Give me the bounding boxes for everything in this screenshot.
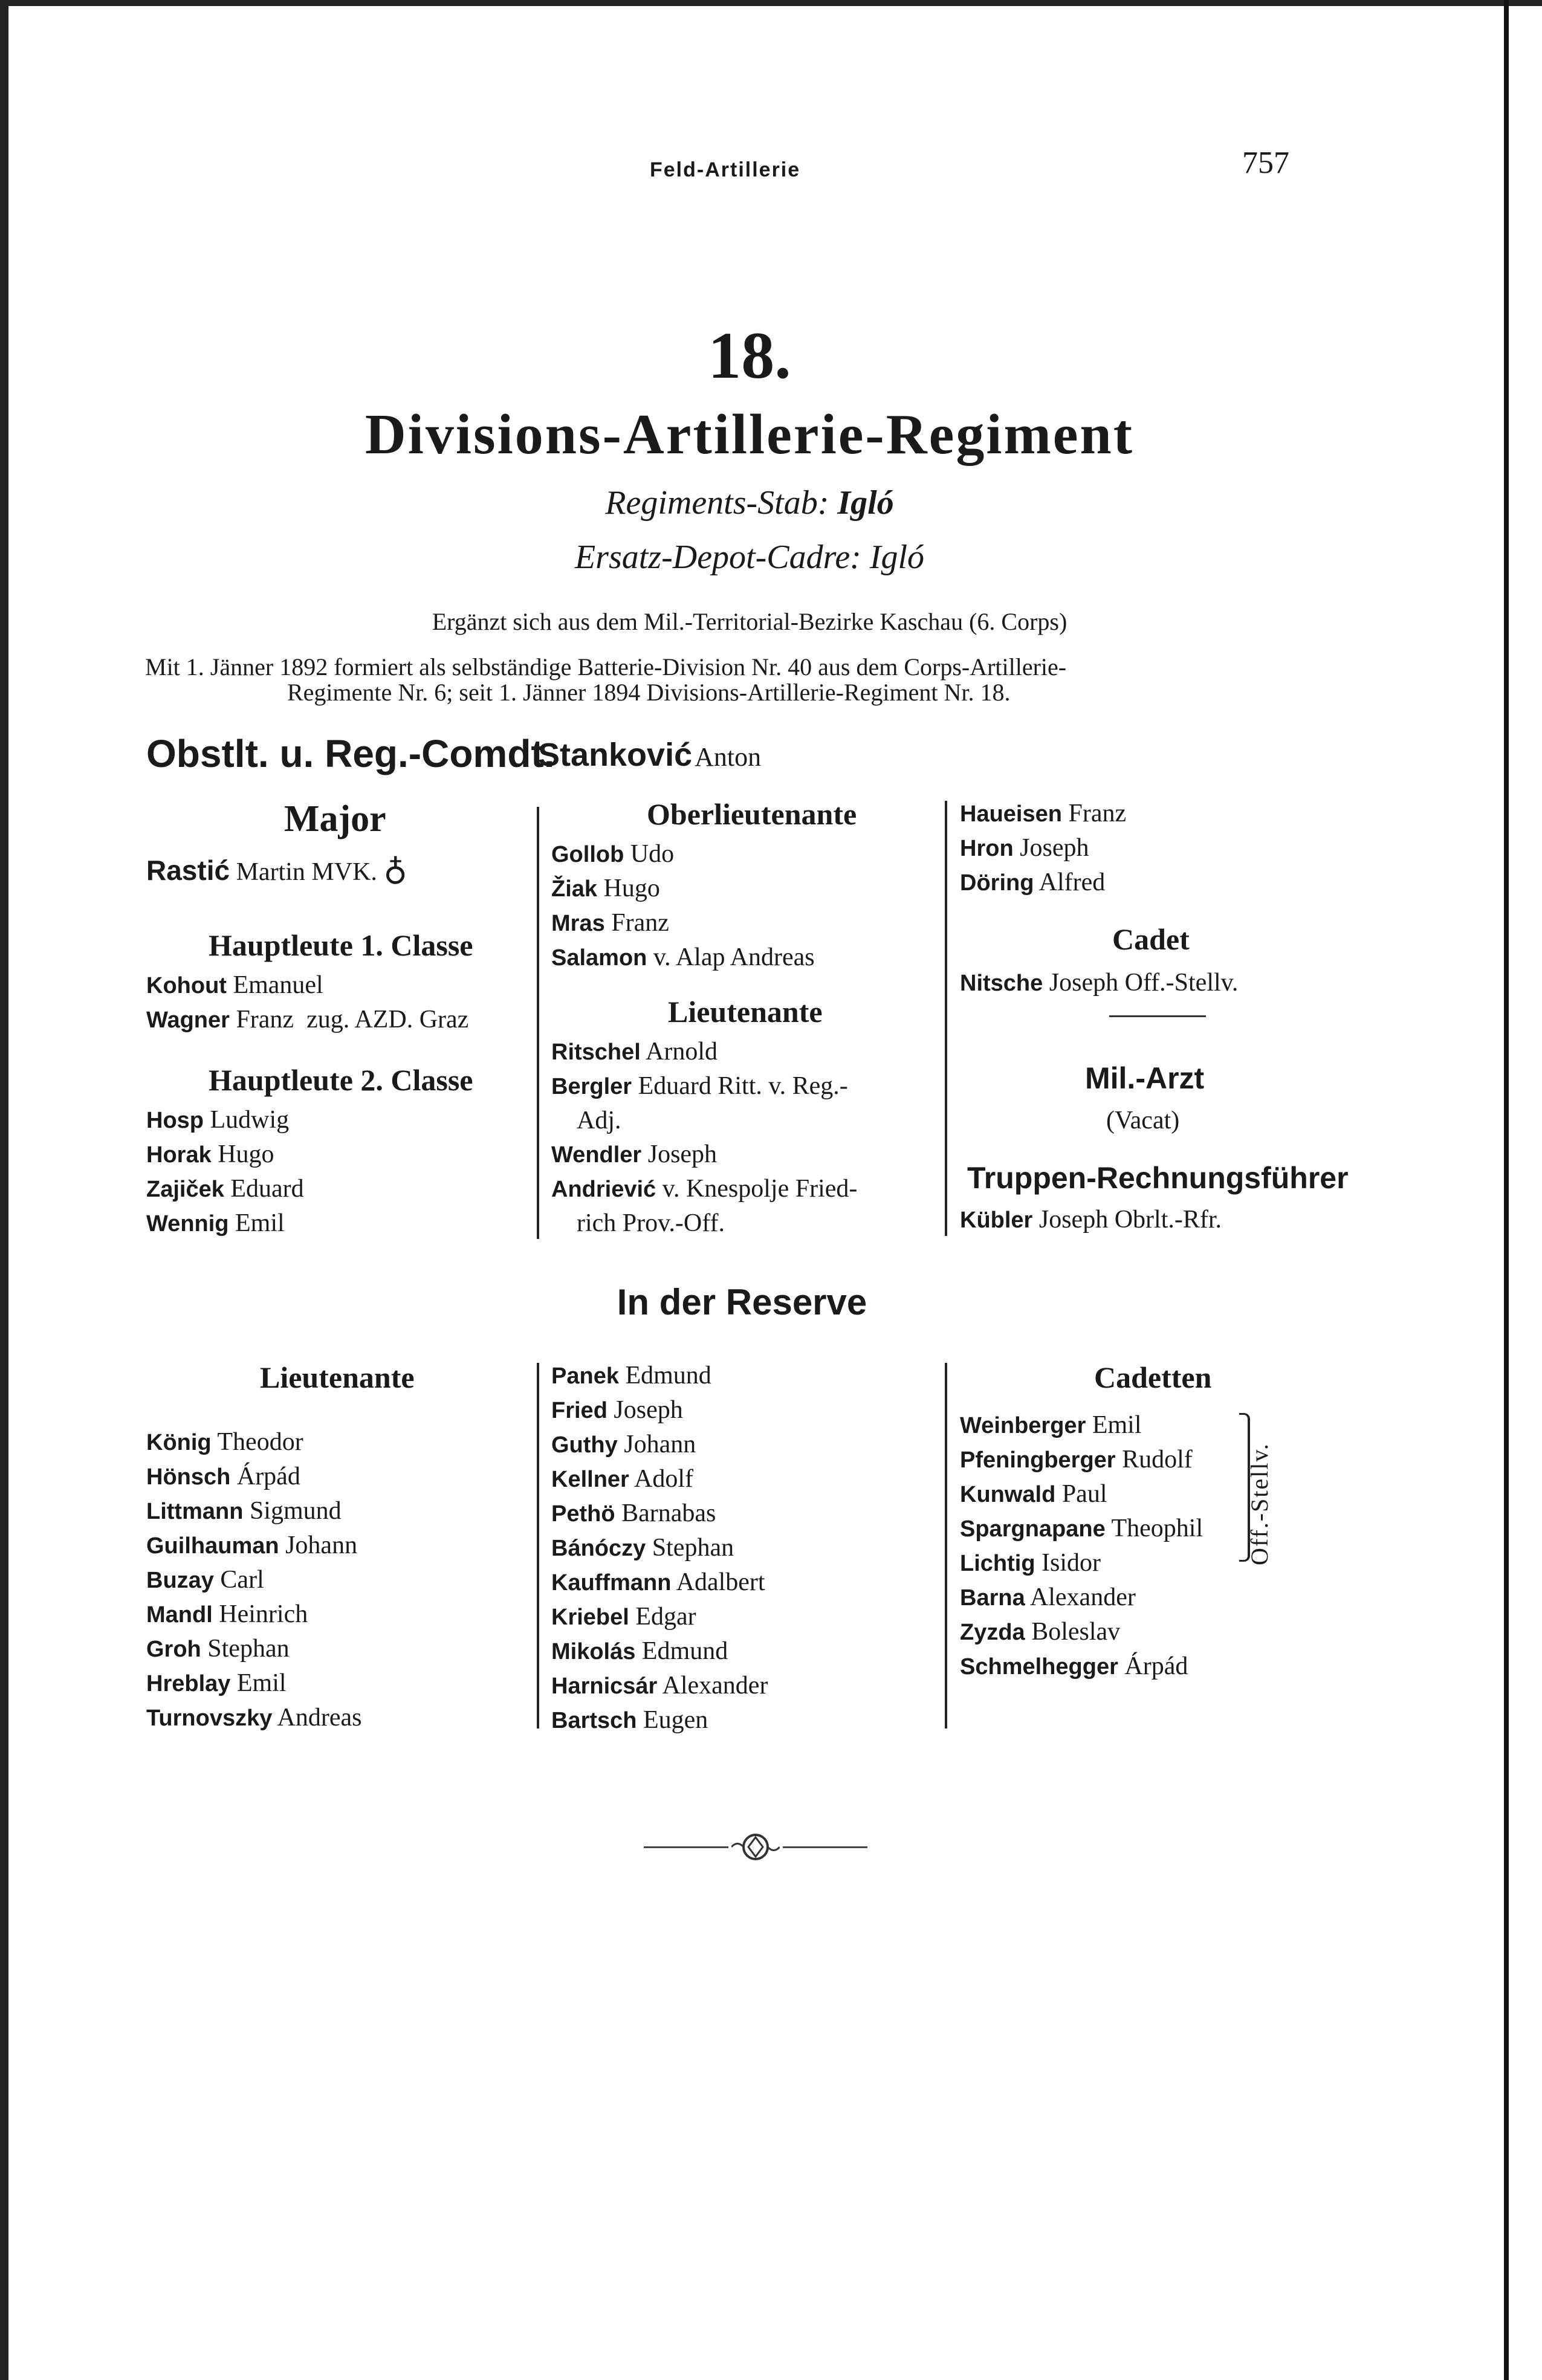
list-item: Fried Joseph [551, 1396, 683, 1424]
oberlieutenante-list [551, 837, 815, 975]
list-item: Bartsch Eugen [551, 1706, 708, 1734]
list-item: Kauffmann Adalbert [551, 1568, 765, 1596]
list-item: Wendler Joseph [551, 1140, 718, 1168]
commander-rank: Obstlt. u. Reg.-Comdt. [146, 732, 555, 775]
list-item: Kriebel Edgar [551, 1603, 696, 1631]
truppen-entry: Kübler Joseph Obrlt.-Rfr. [960, 1206, 1222, 1234]
major-heading: Major [284, 798, 386, 839]
hauptleute-1-list [146, 968, 468, 1037]
reserve-lieutenante-heading: Lieutenante [260, 1360, 415, 1394]
major-entry [146, 852, 407, 889]
list-item: Žiak Hugo [551, 875, 660, 902]
divider-upper-1 [537, 807, 539, 1239]
scan-border-right [1504, 0, 1509, 2380]
hauptleute-2-heading: Hauptleute 2. Classe [209, 1063, 473, 1097]
major-extra: MVK. [311, 858, 377, 886]
list-item: Haueisen Franz [960, 800, 1127, 827]
list-item: Kellner Adolf [551, 1465, 694, 1493]
list-item: Mras Franz [551, 909, 669, 937]
divider-lower-1 [537, 1363, 539, 1728]
list-item: Salamon v. Alap Andreas [551, 943, 815, 971]
list-item: Hönsch Árpád [146, 1463, 300, 1490]
list-item: Harnicsár Alexander [551, 1672, 768, 1699]
col3-top-list [960, 797, 1126, 900]
cadet-heading: Cadet [1112, 922, 1190, 956]
regiment-stab [0, 483, 1499, 522]
page-number: 757 [1242, 146, 1289, 180]
list-item: Hron Joseph [960, 834, 1089, 862]
regiment-title: Divisions-Artillerie-Regiment [364, 403, 1135, 466]
regiment-number: 18. [708, 319, 791, 392]
reserve-lieutenante-list-2 [551, 1359, 768, 1738]
list-item: rich Prov.-Off. [577, 1209, 725, 1237]
commander-line [146, 731, 555, 776]
list-item: Mikolás Edmund [551, 1637, 728, 1665]
truppen-rechnungsfuehrer-heading: Truppen-Rechnungsführer [967, 1161, 1349, 1195]
depot-label: Ersatz-Depot-Cadre: [574, 538, 861, 576]
list-item: Gollob Udo [551, 840, 675, 868]
lieutenante-heading: Lieutenante [668, 995, 823, 1029]
list-item: Horak Hugo [146, 1140, 274, 1168]
reserve-heading: In der Reserve [617, 1282, 867, 1322]
list-item: Littmann Sigmund [146, 1497, 342, 1525]
list-item: Wennig Emil [146, 1209, 285, 1237]
commander-name [538, 736, 761, 774]
running-title: Feld-Artillerie [650, 158, 801, 181]
oberlieutenante-heading: Oberlieutenante [647, 797, 857, 831]
depot-place: Igló [869, 538, 925, 576]
list-item: Weinberger Emil [960, 1411, 1142, 1439]
list-item: Groh Stephan [146, 1635, 290, 1663]
list-item: Guthy Johann [551, 1431, 696, 1458]
list-item: Ritschel Arnold [551, 1038, 718, 1066]
list-item: Mandl Heinrich [146, 1600, 308, 1628]
cadetten-heading: Cadetten [1094, 1360, 1212, 1394]
list-item: Adj. [577, 1107, 621, 1134]
commander-last: Stanković [538, 737, 693, 773]
list-item: Kohout Emanuel [146, 971, 323, 999]
list-item: Andriević v. Knespolje Fried- [551, 1175, 858, 1203]
lieutenante-list [551, 1035, 857, 1240]
mil-arzt-value: (Vacat) [1106, 1107, 1180, 1134]
decoration-icon: ♁ [383, 851, 407, 887]
list-item: Pethö Barnabas [551, 1499, 716, 1527]
major-last: Rastić [146, 855, 230, 886]
cadetten-bracket-label: Off.-Stellv. [1246, 1443, 1273, 1565]
major-first: Martin [236, 858, 305, 886]
list-item: Hosp Ludwig [146, 1106, 290, 1134]
list-item: Bergler Eduard Ritt. v. Reg.- [551, 1072, 848, 1100]
stab-label: Regiments-Stab: [605, 484, 829, 522]
cadet-entry: Nitsche Joseph Off.-Stellv. [960, 969, 1239, 997]
scan-border-top [0, 0, 1542, 6]
commander-first: Anton [695, 742, 762, 772]
list-item: Guilhauman Johann [146, 1531, 358, 1559]
divider-upper-2 [945, 801, 947, 1236]
cadetten-list [960, 1408, 1203, 1684]
list-item: Panek Edmund [551, 1362, 711, 1389]
list-item: Hreblay Emil [146, 1669, 287, 1697]
ersatz-depot [0, 538, 1499, 577]
list-item: Zyzda Boleslav [960, 1618, 1121, 1646]
list-item: Turnovszky Andreas [146, 1704, 362, 1732]
note-formation-2: Regimente Nr. 6; seit 1. Jänner 1894 Divisions-Artillerie-Regiment Nr. 18. [287, 679, 1011, 706]
list-item: Spargnapane Theophil [960, 1515, 1203, 1542]
note-formation-1: Mit 1. Jänner 1892 formiert als selbständige Batterie-Division Nr. 40 aus dem Corps-Artillerie- [145, 653, 1067, 681]
divider-lower-2 [945, 1363, 947, 1728]
list-item: Barna Alexander [960, 1583, 1136, 1611]
ornament-line-right [783, 1846, 867, 1848]
list-item: Buzay Carl [146, 1566, 264, 1594]
separator-rule [1109, 1015, 1206, 1017]
list-item: Lichtig Isidor [960, 1549, 1101, 1577]
hauptleute-1-heading: Hauptleute 1. Classe [209, 928, 473, 962]
list-item: Bánóczy Stephan [551, 1534, 734, 1562]
list-item: Döring Alfred [960, 868, 1106, 896]
mil-arzt-heading: Mil.-Arzt [1085, 1061, 1205, 1095]
list-item: Kunwald Paul [960, 1480, 1107, 1508]
list-item: Pfeningberger Rudolf [960, 1446, 1193, 1473]
list-item: König Theodor [146, 1428, 303, 1456]
list-item: Schmelhegger Árpád [960, 1652, 1188, 1680]
reserve-lieutenante-list-1 [146, 1425, 362, 1735]
note-ergaenzung: Ergänzt sich aus dem Mil.-Territorial-Bezirke Kaschau (6. Corps) [432, 608, 1067, 635]
ornament-line-left [644, 1846, 728, 1848]
stab-place: Igló [837, 484, 894, 522]
list-item: Zajiček Eduard [146, 1175, 304, 1203]
ornament-icon [731, 1828, 780, 1866]
list-item: Wagner Franz zug. AZD. Graz [146, 1006, 469, 1033]
hauptleute-2-list [146, 1103, 304, 1241]
